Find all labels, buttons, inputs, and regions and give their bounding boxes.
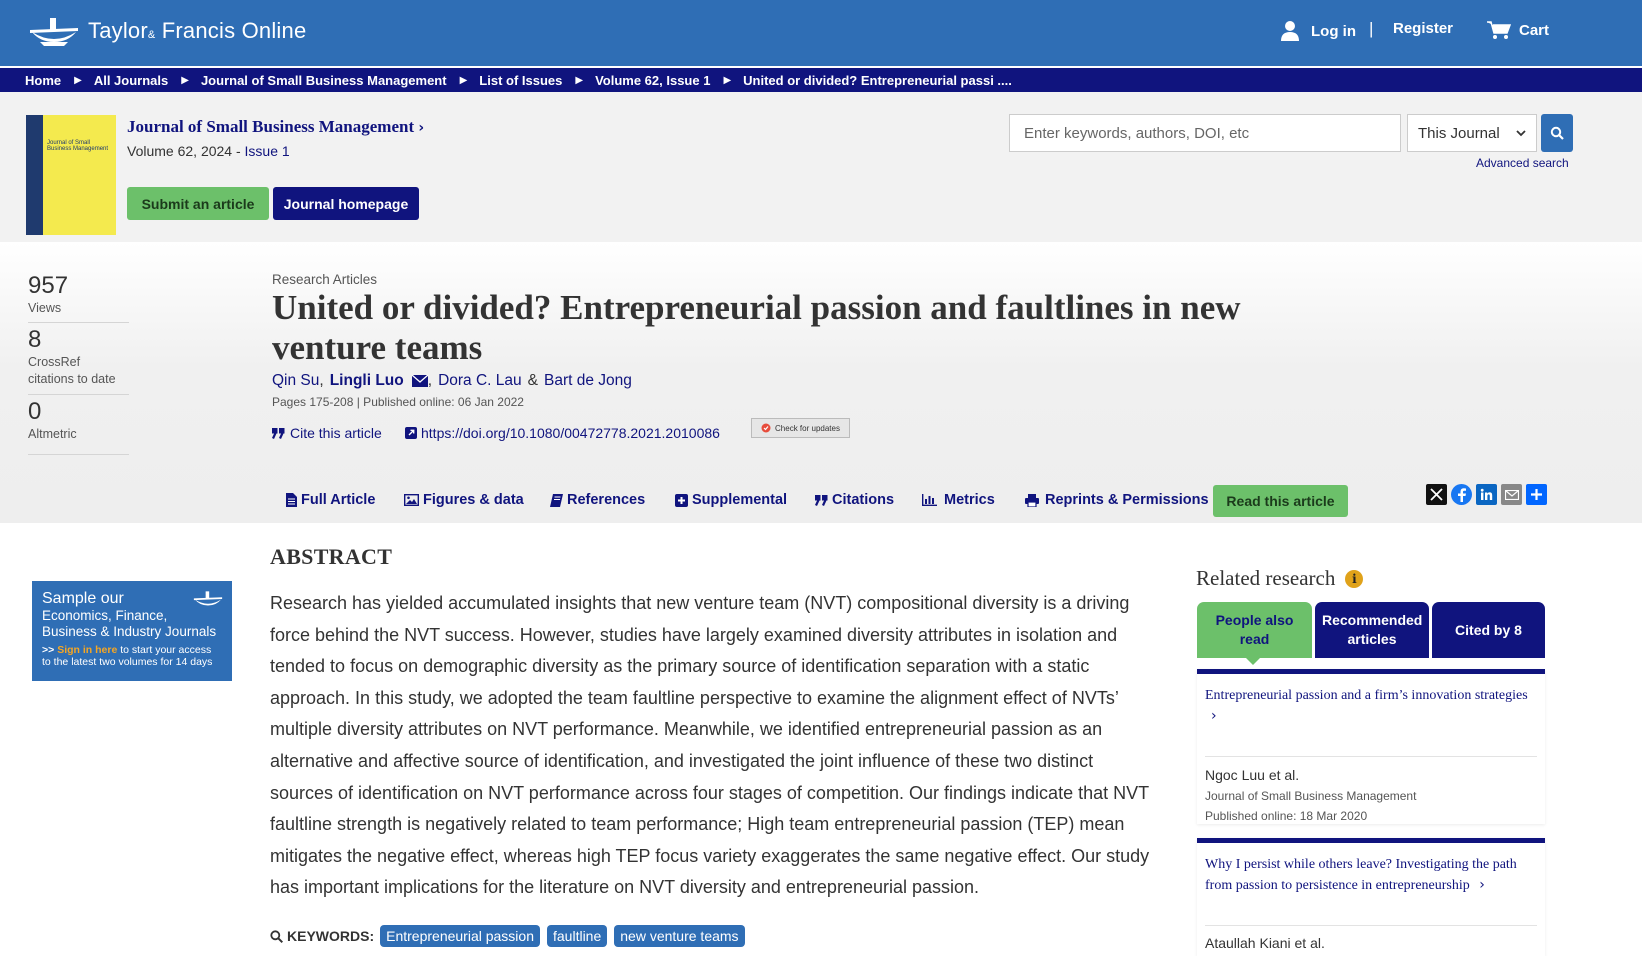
breadcrumb-arrow-icon: ▶ [74, 74, 82, 86]
cover-spine [26, 115, 43, 235]
brand-name-rest: Francis Online [161, 18, 307, 43]
header-separator: | [1369, 19, 1374, 38]
journal-cover-image[interactable] [26, 115, 116, 235]
search-icon [1550, 126, 1564, 140]
printer-icon [1025, 494, 1039, 507]
related-article-link[interactable] [1205, 686, 1535, 727]
related-article-date: Published online: 18 Mar 2020 [1205, 809, 1368, 823]
article-type: Research Articles [272, 272, 378, 287]
ad-access-text: to start your access [120, 644, 212, 656]
tab-reprints-permissions[interactable] [1025, 492, 1209, 508]
related-article-journal: Journal of Small Business Management [1205, 789, 1417, 803]
tab-label: References [567, 492, 646, 508]
metric-label: CrossRef citations to date [28, 355, 116, 386]
advanced-search-link[interactable]: Advanced search [1476, 156, 1569, 170]
doi-link[interactable] [405, 425, 720, 441]
author-comma: , [319, 372, 324, 389]
related-article-title: Why I persist while others leave? Investigating the path from passion to persistence in entrepreneurship [1205, 857, 1517, 893]
ad-sign-in-link[interactable]: Sign in here [57, 644, 118, 656]
quote-icon [815, 495, 828, 506]
chevron-right-icon: › [1479, 877, 1485, 893]
metric-label: Views [28, 301, 62, 315]
ad-prefix: >> [42, 644, 55, 656]
related-article-authors: Ngoc Luu et al. [1205, 767, 1300, 783]
lamp-logo-icon [28, 14, 80, 48]
sample-journals-ad[interactable] [32, 581, 232, 681]
facebook-logo-icon [1456, 488, 1468, 502]
related-article-card [1197, 669, 1545, 824]
author-link[interactable]: Qin Su [272, 372, 320, 389]
author-ampersand: & [527, 372, 538, 389]
author-comma: , [427, 372, 433, 389]
tab-citations[interactable] [815, 492, 894, 508]
email-icon[interactable] [412, 375, 428, 387]
related-article-title: Entrepreneurial passion and a firm’s innovation strategies [1205, 688, 1528, 703]
tab-supplemental[interactable] [675, 492, 787, 508]
card-divider [1205, 925, 1537, 926]
cover-title: Journal of Small Business Management [47, 140, 109, 152]
related-article-authors: Ataullah Kiani et al. [1205, 935, 1325, 951]
tab-label: Full Article [301, 492, 376, 508]
ad-line-3: Business & Industry Journals [42, 624, 217, 639]
cart-link[interactable] [1487, 20, 1549, 40]
keyword-tag[interactable]: faultline [547, 925, 607, 947]
metric-value: 957 [28, 272, 69, 299]
tab-references[interactable] [550, 492, 645, 508]
related-research-title: Related research [1196, 566, 1336, 590]
metric-views [28, 272, 129, 323]
volume-line [127, 143, 290, 159]
share-icon[interactable] [1526, 484, 1547, 505]
tab-recommended-articles[interactable] [1315, 602, 1429, 658]
journal-title-link[interactable] [127, 117, 424, 137]
login-label: Log in [1311, 22, 1356, 40]
keywords-label: KEYWORDS: [287, 928, 375, 944]
file-icon [286, 493, 297, 507]
brand-name: Taylor [88, 18, 148, 43]
breadcrumb-arrow-icon: ▶ [723, 74, 732, 86]
register-label: Register [1393, 20, 1454, 37]
card-divider [1205, 756, 1537, 757]
user-icon [1279, 20, 1301, 42]
read-this-article-button[interactable]: Read this article [1213, 485, 1348, 517]
metric-label: Altmetric [28, 427, 77, 441]
keywords [270, 925, 752, 947]
linkedin-logo-icon [1480, 488, 1493, 501]
related-article-card [1197, 838, 1545, 956]
ad-line-5: to the latest two volumes for 14 days [42, 656, 213, 668]
search-icon [270, 930, 283, 943]
cart-label: Cart [1519, 21, 1550, 39]
metric-crossref[interactable] [28, 326, 129, 395]
register-link[interactable] [1393, 20, 1453, 37]
author-link[interactable]: Lingli Luo [329, 372, 404, 389]
chevron-right-icon: › [418, 120, 425, 136]
breadcrumb-arrow-icon: ▶ [575, 74, 584, 86]
author-link[interactable]: Dora C. Lau [438, 372, 522, 389]
share-plus-icon [1530, 488, 1543, 501]
active-tab-indicator [1245, 657, 1261, 665]
abstract-heading: ABSTRACT [270, 544, 393, 569]
journal-homepage-button[interactable]: Journal homepage [273, 187, 419, 220]
tab-metrics[interactable] [922, 492, 995, 508]
taylor-francis-logo[interactable] [28, 14, 306, 48]
check-updates-label: Check for updates [775, 423, 840, 433]
linkedin-icon[interactable] [1476, 484, 1497, 505]
brand-amp: & [147, 29, 156, 41]
pages-published-line: Pages 175-208 | Published online: 06 Jan 2022 [272, 395, 524, 409]
chevron-right-icon: › [1211, 708, 1217, 724]
tab-label: Figures & data [423, 492, 524, 508]
image-icon [404, 494, 419, 506]
submit-article-button[interactable]: Submit an article [127, 187, 269, 220]
x-logo-icon [1430, 488, 1443, 501]
book-icon [550, 494, 563, 507]
doi-text: https://doi.org/10.1080/00472778.2021.2010086 [421, 425, 720, 441]
related-tab-label: Recommended articles [1322, 612, 1423, 647]
related-article-link[interactable] [1205, 855, 1535, 896]
facebook-icon[interactable] [1451, 484, 1472, 505]
article-header [0, 242, 1642, 523]
tab-label: Reprints & Permissions [1045, 492, 1209, 508]
keyword-tag[interactable]: Entrepreneurial passion [380, 925, 540, 947]
ad-line-4 [42, 644, 222, 656]
metric-altmetric[interactable] [28, 398, 129, 455]
tab-people-also-read[interactable] [1197, 602, 1312, 658]
bar-chart-icon [922, 494, 937, 506]
keyword-tag[interactable]: new venture teams [614, 925, 744, 947]
envelope-icon [1505, 490, 1519, 500]
breadcrumb-arrow-icon: ▶ [181, 74, 189, 86]
cart-icon [1487, 20, 1511, 40]
x-icon[interactable] [1426, 484, 1447, 505]
info-icon[interactable]: i [1345, 570, 1363, 588]
quote-icon [272, 428, 285, 439]
article-title: United or divided? Entrepreneurial passion and faultlines in new venture teams [272, 288, 1241, 367]
cite-article-link[interactable] [272, 425, 382, 441]
breadcrumb-all-journals[interactable]: All Journals [93, 72, 169, 88]
related-tab-label: People also read [1215, 612, 1294, 647]
author-link[interactable]: Bart de Jong [543, 372, 632, 389]
breadcrumb-journal[interactable]: Journal of Small Business Management [200, 72, 447, 88]
author-list [272, 372, 632, 390]
search-scope-select[interactable] [1407, 114, 1537, 152]
email-icon[interactable] [1501, 484, 1522, 505]
issue-link[interactable]: Issue 1 [244, 143, 290, 159]
lamp-logo-icon [192, 589, 224, 609]
breadcrumb-home[interactable]: Home [25, 72, 62, 88]
external-link-icon [405, 427, 417, 439]
breadcrumb-issue[interactable]: Volume 62, Issue 1 [595, 72, 711, 88]
plus-square-icon [675, 494, 688, 507]
tab-full-article[interactable] [286, 492, 375, 508]
metric-value: 0 [28, 398, 42, 425]
cite-label: Cite this article [290, 425, 382, 441]
volume-info: Volume 62, 2024 - [127, 143, 245, 159]
search-button[interactable] [1541, 114, 1573, 152]
related-tab-label: Cited by 8 [1455, 621, 1522, 638]
chevron-down-icon [1516, 130, 1526, 137]
crossmark-icon [761, 423, 771, 433]
tab-label: Citations [832, 492, 895, 508]
breadcrumb-list-of-issues[interactable]: List of Issues [479, 72, 563, 88]
metric-value: 8 [28, 326, 42, 353]
check-for-updates-button[interactable] [751, 418, 850, 438]
site-header [0, 0, 1642, 66]
ad-line-1: Sample our [42, 590, 124, 607]
search-input[interactable]: Enter keywords, authors, DOI, etc [1009, 114, 1401, 152]
abstract-text: Research has yielded accumulated insights that new venture team (NVT) compositional diversity is a driving force behind the NVT success. However, studies have largely examined diversity attributes in isolation and tended to focus on demographic diversity as the primary source of identification separation with a static approach. In this study, we adopted the team faultline perspective to examine the alignment effect of NVTs’ multiple diversity attributes on NVT performance. Meanwhile, we identified entrepreneurial passion as an alternative and affective source of identification, and investigated the joint influence of these two distinct sources of identification on NVT performance across four stages of competition. Our findings indicate that NVT faultline strength is negatively related to team performance; High team entrepreneurial passion (TEP) mean mitigates the negative effect, whereas high TEP focus variety exaggerates the same negative effect. Our study has important implications for the literature on NVT diversity and entrepreneurial passion. [270, 593, 1150, 898]
login-link[interactable] [1279, 20, 1356, 42]
tab-figures-data[interactable] [404, 492, 524, 508]
breadcrumb-current-article: United or divided? Entrepreneurial passi .... [743, 72, 1012, 88]
tab-cited-by[interactable] [1432, 602, 1545, 658]
journal-title: Journal of Small Business Management [127, 117, 415, 136]
breadcrumb-arrow-icon: ▶ [459, 74, 468, 86]
breadcrumb [0, 68, 1642, 92]
tab-label: Metrics [944, 492, 995, 508]
tab-label: Supplemental [692, 492, 788, 508]
related-research-heading [1196, 566, 1363, 591]
ad-line-2: Economics, Finance, [42, 608, 168, 623]
search-scope-value: This Journal [1418, 124, 1500, 142]
